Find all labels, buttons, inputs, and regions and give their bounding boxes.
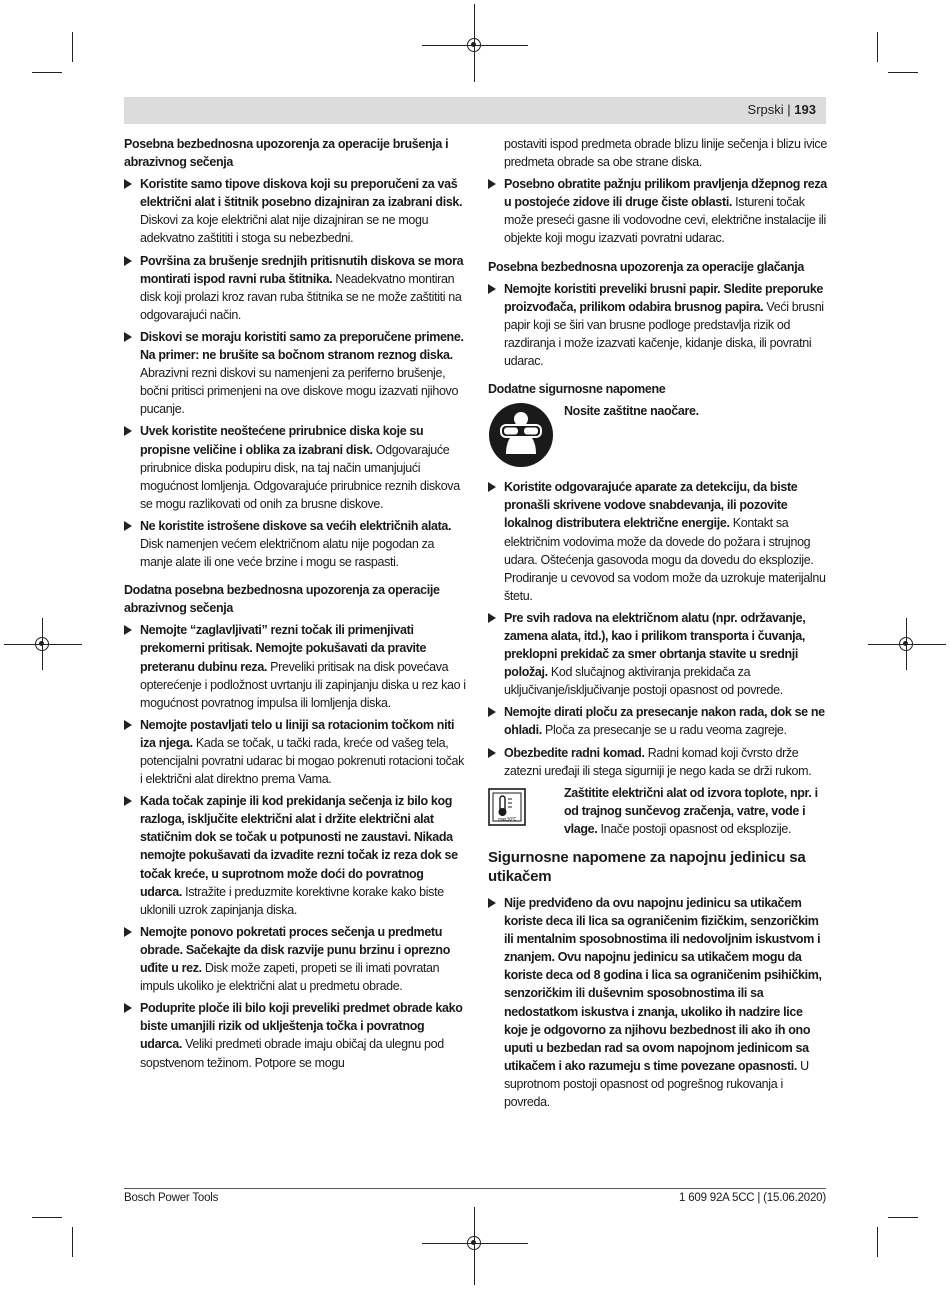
item-bold: Nemojte dirati ploču za presecanje nakon rada, dok se ne ohladi. <box>504 705 825 738</box>
bullet-triangle-icon <box>488 898 496 908</box>
crop-mark <box>877 1227 878 1257</box>
crop-mark <box>877 32 878 62</box>
list-item <box>488 744 828 780</box>
section-heading: Dodatne sigurnosne napomene <box>488 382 666 397</box>
goggles-notice <box>488 402 828 472</box>
list-item <box>488 609 828 699</box>
bullet-triangle-icon <box>124 1003 132 1013</box>
item-bold: Površina za brušenje srednjih pritisnutih diskova se mora montirati ispod ravni ruba štitnika. <box>140 253 464 286</box>
item-bold: Koristite samo tipove diskova koji su preporučeni za vaš električni alat i štitnik posebno dizajniran za izabrani disk. <box>140 177 463 210</box>
header-language: Srpski <box>747 102 784 117</box>
item-bold: Koristite odgovarajuće aparate za detekciju, da biste pronašli skrivene vodove snabdevanja, ili pozovite lokalnog distributera električne energije. <box>504 480 798 531</box>
item-bold: Nemojte ponovo pokretati proces sečenja u predmetu obrade. Sačekajte da disk razvije punu brzinu i oprezno uđite u rez. <box>140 924 450 976</box>
right-column <box>488 135 828 1115</box>
item-text: Ploča za presecanje se u radu veoma zagreje. <box>541 723 787 738</box>
item-bold: Uvek koristite neoštećene prirubnice diska koje su propisne veličine i oblika za izabrani disk. <box>140 424 424 457</box>
item-bold: Nemojte koristiti preveliki brusni papir. Sledite preporuke proizvođača, prilikom odabira brusnog papira. <box>504 281 824 314</box>
bullet-triangle-icon <box>124 720 132 730</box>
list-item <box>488 894 828 1111</box>
page-header <box>124 97 826 124</box>
item-bold: Poduprite ploče ili bilo koji preveliki predmet obrade kako biste umanjili rizik od uklještenja točka i povratnog udarca. <box>140 1001 463 1052</box>
item-text: Neadekvatno montiran disk koji prolazi kroz ravan ruba štitnika se ne može zaštititi na odgovarajući način. <box>140 271 462 322</box>
registration-mark-icon <box>467 38 481 52</box>
item-text: U suprotnom postoji opasnost od pogrešnog rukovanja i povreda. <box>504 1058 809 1110</box>
section-heading: Posebna bezbednosna upozorenja za operacije brušenja i abrazivnog sečenja <box>124 137 449 170</box>
section-heading: Dodatna posebna bezbednosna upozorenja za operacije abrazivnog sečenja <box>124 583 440 616</box>
goggles-label: Nosite zaštitne naočare. <box>564 404 699 419</box>
list-item <box>124 716 466 788</box>
bullet-triangle-icon <box>488 707 496 717</box>
header-separator: | <box>787 102 791 117</box>
heat-icon-text: max.50°C <box>497 816 517 822</box>
item-bold: Posebno obratite pažnju prilikom pravljenja džepnog reza u postojeće zidove ili druge čiste oblasti. <box>504 177 827 210</box>
crop-mark <box>72 32 73 62</box>
bullet-triangle-icon <box>124 521 132 531</box>
item-text: Abrazivni rezni diskovi su namenjeni za periferno brušenje, bočni pritisci primenjeni na ove diskove mogu izazvati njihovo pucanje. <box>140 366 459 417</box>
bullet-triangle-icon <box>124 625 132 635</box>
list-item <box>124 175 466 247</box>
item-text: Kod slučajnog aktiviranja prekidača za uključivanje/isključivanje postoji opasnost od povrede. <box>504 665 783 698</box>
crop-mark <box>32 72 62 73</box>
page-number: 193 <box>794 102 816 117</box>
item-text: Kontakt sa električnim vodovima može da dovede do požara i strujnog udara. Oštećenja gasovoda mogu da dovedu do eksplozije. Prodiranje u cevovod sa vodom može da uzrokuje materijalnu štetu. <box>504 516 826 603</box>
bullet-triangle-icon <box>124 332 132 342</box>
heat-text <box>488 784 828 838</box>
item-bold: Ne koristite istrošene diskove sa većih električnih alata. <box>140 518 452 533</box>
list-item <box>488 703 828 739</box>
item-text: Inače postoji opasnost od eksplozije. <box>597 821 792 836</box>
item-bold: Obezbedite radni komad. <box>504 745 645 760</box>
safety-goggles-icon <box>488 402 554 468</box>
left-column <box>124 135 466 1076</box>
section-heading-large: Sigurnosne napomene za napojnu jedinicu sa utikačem <box>488 849 806 885</box>
list-item <box>124 422 466 512</box>
list-item <box>488 478 828 605</box>
list-item <box>124 328 466 418</box>
item-bold: Nemojte postavljati telo u liniji sa rotacionim točkom niti iza njega. <box>140 717 455 750</box>
list-item <box>124 923 466 995</box>
bullet-triangle-icon <box>124 256 132 266</box>
registration-mark-icon <box>35 637 49 651</box>
list-item <box>124 621 466 711</box>
item-bold: Pre svih radova na električnom alatu (npr. održavanje, zamena alata, itd.), kao i prilikom transporta i čuvanja, preklopni prekidač za smer obrtanja stavite u srednji položaj. <box>504 610 806 680</box>
crop-mark <box>72 1227 73 1257</box>
bullet-triangle-icon <box>488 748 496 758</box>
item-bold: Nije predviđeno da ovu napojnu jedinicu sa utikačem koriste deca ili lica sa ograničenim fizičkim, senzoričkim ili mentalnim sposobnostima ili nedovoljnim iskustvom i znanjem. Ovu napojnu jedinicu sa utikačem mogu da koriste deca od 8 godina i lica sa ograničenim psihičkim, senzoričkim ili duševnim sposobnostima ili sa nedostatkom iskustva i znanja, ukoliko ih nadzire lice koje je odgovorno za njihovu bezbednost ili ako ih ono uputi u bezbedan rad sa ovom napojnom jedinicom sa utikačem i ako razumeju s time povezane opasnosti. <box>504 896 822 1073</box>
item-text: Radni komad koji čvrsto drže zatezni uređaji ili stega sigurniji je nego kada se drži rukom. <box>504 745 812 778</box>
list-item <box>124 792 466 919</box>
item-bold: Zaštitite električni alat od izvora toplote, npr. i od trajnog sunčevog zračenja, vatre, vode i vlage. <box>564 785 818 836</box>
footer-divider <box>124 1188 826 1189</box>
item-text: Preveliki pritisak na disk povećava opterećenje i podložnost uvrtanju ili zapinjanju diska u rez kao i mogućnost povratnog impulsa ili lomljenja diska. <box>140 659 466 710</box>
bullet-triangle-icon <box>488 482 496 492</box>
item-text: Kada se točak, u tački rada, kreće od vašeg tela, potencijalni povratni udarac bi mogao pokrenuti rotacioni točak i električni alat direktno prema Vama. <box>140 735 464 787</box>
bullet-triangle-icon <box>488 284 496 294</box>
registration-mark-icon <box>467 1236 481 1250</box>
item-text: Istureni točak može preseći gasne ili vodovodne cevi, električne instalacije ili objekte koji mogu izazvati povratni udarac. <box>504 195 826 246</box>
crop-mark <box>888 1217 918 1218</box>
bullet-triangle-icon <box>124 927 132 937</box>
heat-protection-icon <box>488 788 526 826</box>
bullet-triangle-icon <box>124 796 132 806</box>
footer-doc-id: 1 609 92A 5CC | (15.06.2020) <box>679 1192 826 1204</box>
item-bold: Kada točak zapinje ili kod prekidanja sečenja iz bilo kog razloga, isključite električni alat i držite električni alat statičnim dok se točak u potpunosti ne zaustavi. Nikada nemojte pokušavati da izvadite rezni točak iz reza dok se točak kreće, u suprotnom može doći do povratnog udarca. <box>140 794 458 899</box>
list-item <box>488 280 828 370</box>
item-text: Diskovi za koje električni alat nije dizajniran se ne mogu adekvatno zaštititi i stoga su nebezbedni. <box>140 213 429 246</box>
item-text: Veliki predmeti obrade imaju običaj da ulegnu pod sopstvenom težinom. Potpore se mogu <box>140 1037 444 1070</box>
item-text: Disk može zapeti, propeti se ili imati povratan impuls ukoliko je električni alat u predmetu obrade. <box>140 961 440 994</box>
section-heading: Posebna bezbednosna upozorenja za operacije glačanja <box>488 259 804 274</box>
header-label <box>748 102 816 117</box>
item-text: Istražite i preduzmite korektivne korake kako biste uklonili uzrok zapinjanja diska. <box>140 884 444 917</box>
crop-mark <box>888 72 918 73</box>
bullet-triangle-icon <box>488 613 496 623</box>
item-text: Disk namenjen većem električnom alatu nije pogodan za manje alate ili one veće brzine i mogu se raspasti. <box>140 536 435 570</box>
list-item <box>124 252 466 324</box>
bullet-triangle-icon <box>124 179 132 189</box>
registration-mark-icon <box>899 637 913 651</box>
item-bold: Diskovi se moraju koristiti samo za preporučene primene. Na primer: ne brušite sa bočnom stranom reznog diska. <box>140 329 464 363</box>
continuation-text: postaviti ispod predmeta obrade blizu linije sečenja i blizu ivice predmeta obrade sa obe strane diska. <box>504 137 827 170</box>
list-item <box>488 175 828 247</box>
crop-mark <box>32 1217 62 1218</box>
heat-warning <box>488 784 828 838</box>
bullet-triangle-icon <box>124 426 132 436</box>
list-item <box>124 517 466 571</box>
item-text: Veći brusni papir koji se širi van brusne podloge predstavlja rizik od razdiranja i može izazvati kačenje, kidanje diska, ili povratni udarac. <box>504 299 824 369</box>
item-text: Odgovarajuće prirubnice diska podupiru disk, na taj način umanjujući mogućnost lomljenja. Odgovarajuće prirubnice reznih diskova se mogu razlikovati od onih za brusne diskove. <box>140 442 460 511</box>
footer-brand: Bosch Power Tools <box>124 1192 219 1204</box>
item-bold: Nemojte “zaglavljivati” rezni točak ili primenjivati prekomerni pritisak. Nemojte pokušavati da pravite preteranu dubinu reza. <box>140 623 427 674</box>
bullet-triangle-icon <box>488 179 496 189</box>
list-item <box>124 999 466 1071</box>
